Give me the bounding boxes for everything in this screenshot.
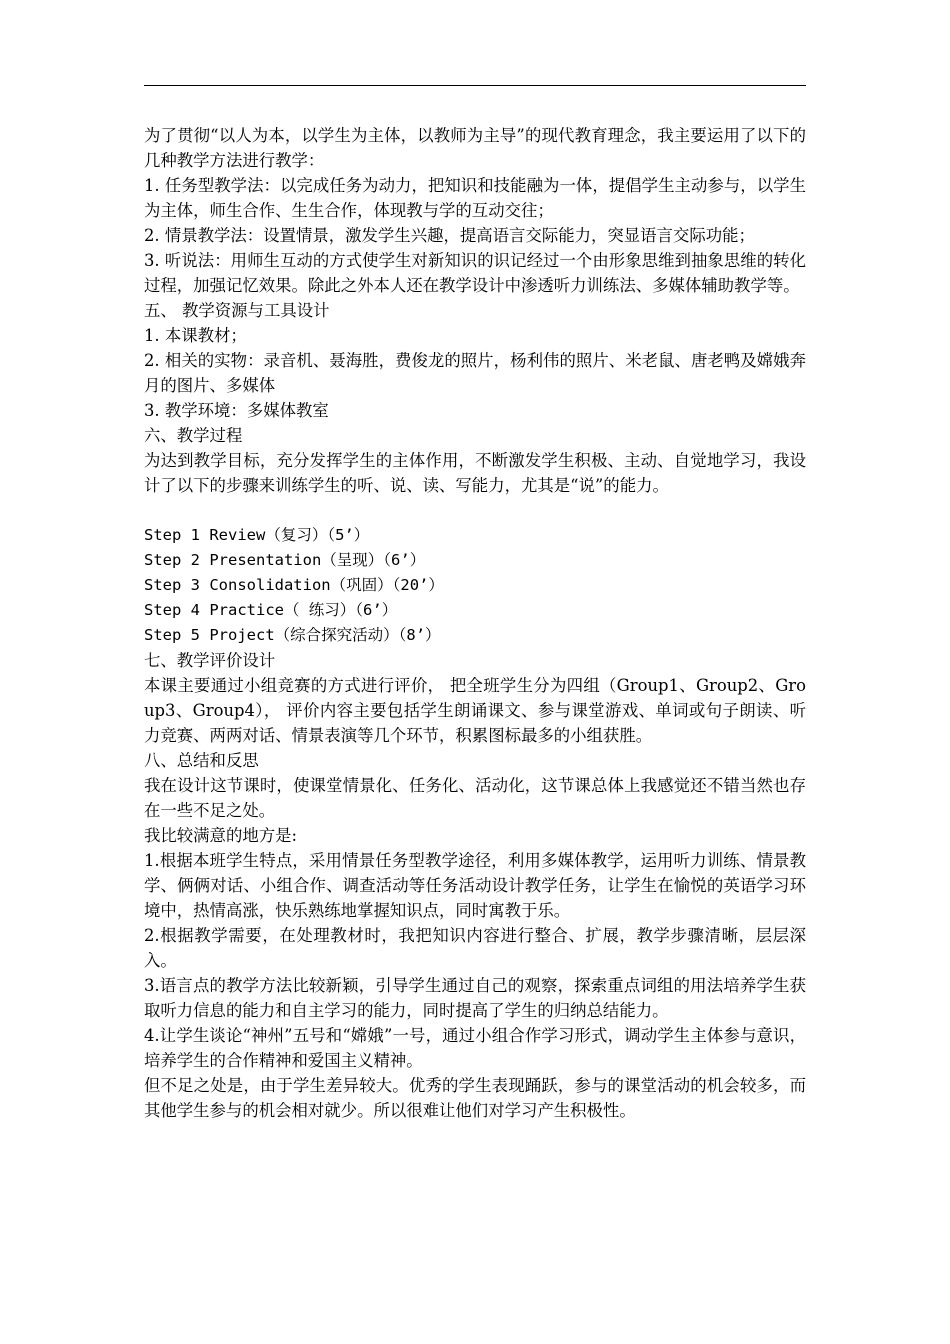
paragraph: 八、总结和反思	[144, 751, 259, 770]
paragraph: 3. 听说法：用师生互动的方式使学生对新知识的识记经过一个由形象思维到抽象思维的转化过程，加强记忆效果。除此之外本人还在教学设计中渗透听力训练法、多媒体辅助教学等。	[144, 251, 806, 295]
paragraph: 2.根据教学需要，在处理教材时，我把知识内容进行整合、扩展，教学步骤清晰，层层深入。	[144, 926, 806, 970]
paragraph: 本课主要通过小组竞赛的方式进行评价， 把全班学生分为四组（Group1、Group2、Group3、Group4）， 评价内容主要包括学生朗诵课文、参与课堂游戏、单词或句子朗读、听力竞赛、两两对话、情景表演等几个环节，积累图标最多的小组获胜。	[144, 676, 806, 745]
step-line: Step 3 Consolidation（巩固）（20’）	[144, 576, 444, 594]
step-line: Step 5 Project（综合探究活动）（8’）	[144, 626, 441, 644]
step-line: Step 4 Practice（ 练习）（6’）	[144, 601, 398, 619]
paragraph: 我比较满意的地方是:	[144, 826, 298, 845]
paragraph: 2. 情景教学法：设置情景，激发学生兴趣，提高语言交际能力，突显语言交际功能；	[144, 226, 755, 245]
paragraph: 七、教学评价设计	[144, 651, 276, 670]
paragraph: 1. 任务型教学法：以完成任务为动力，把知识和技能融为一体，提倡学生主动参与，以学生为主体，师生合作、生生合作，体现教与学的互动交往；	[144, 176, 806, 220]
step-line: Step 2 Presentation（呈现）（6’）	[144, 551, 426, 569]
step-line: Step 1 Review（复习）（5’）	[144, 526, 370, 544]
paragraph: 1.根据本班学生特点，采用情景任务型教学途径，利用多媒体教学，运用听力训练、情景教学、俩俩对话、小组合作、调查活动等任务活动设计教学任务，让学生在愉悦的英语学习环境中，热情高涨，快乐熟练地掌握知识点，同时寓教于乐。	[144, 851, 806, 920]
document-body	[144, 123, 806, 1123]
paragraph: 3.语言点的教学方法比较新颖，引导学生通过自己的观察，探索重点词组的用法培养学生获取听力信息的能力和自主学习的能力，同时提高了学生的归纳总结能力。	[144, 976, 806, 1020]
paragraph: 1. 本课教材；	[144, 326, 247, 345]
paragraph: 我在设计这节课时，使课堂情景化、任务化、活动化，这节课总体上我感觉还不错当然也存在一些不足之处。	[144, 776, 806, 820]
blank-line	[144, 498, 806, 523]
paragraph: 4.让学生谈论“神州”五号和“嫦娥”一号，通过小组合作学习形式，调动学生主体参与意识，培养学生的合作精神和爱国主义精神。	[144, 1026, 806, 1070]
header-rule	[144, 85, 806, 86]
paragraph: 2. 相关的实物：录音机、聂海胜，费俊龙的照片，杨利伟的照片、米老鼠、唐老鸭及嫦娥奔月的图片、多媒体	[144, 351, 806, 395]
paragraph: 3. 教学环境：多媒体教室	[144, 401, 329, 420]
paragraph: 为了贯彻“以人为本，以学生为主体，以教师为主导”的现代教育理念，我主要运用了以下的几种教学方法进行教学：	[144, 126, 806, 170]
paragraph: 但不足之处是，由于学生差异较大。优秀的学生表现踊跃，参与的课堂活动的机会较多，而其他学生参与的机会相对就少。所以很难让他们对学习产生积极性。	[144, 1076, 806, 1120]
paragraph: 五、 教学资源与工具设计	[144, 301, 330, 320]
paragraph: 六、教学过程	[144, 426, 243, 445]
paragraph: 为达到教学目标，充分发挥学生的主体作用，不断激发学生积极、主动、自觉地学习，我设计了以下的步骤来训练学生的听、说、读、写能力，尤其是“说”的能力。	[144, 451, 806, 495]
